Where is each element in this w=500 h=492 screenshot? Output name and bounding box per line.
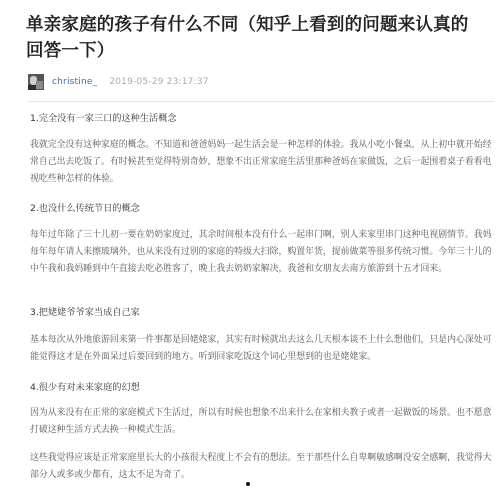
section-paragraph: 每年过年除了三十儿初一要在奶奶家度过，其余时间根本没有什么一起串门啊，别人来家里串门这种电视剧情节。我妈每年每年请人来擦玻璃外，也从来没有过别的家庭的特级大扫除，购置年货，提前做菜等很多传统习惯。今年三十儿的中午我和我妈睡到中午直接去吃必胜客了，晚上我去奶奶家解决，我爸和女朋友去南方旅游到十五才回来。	[30, 230, 492, 274]
article-meta	[28, 73, 209, 91]
section-paragraph: 因为从来没有在正常的家庭模式下生活过，所以有时候也想象不出来什么在家相夫教子或者一起做饭的场景。也不愿意打破这种生活方式去换一种模式生活。	[30, 408, 492, 435]
divider	[28, 101, 494, 102]
section-heading: 4.很少有对未来家庭的幻想	[30, 382, 140, 393]
scroll-indicator-dot	[246, 482, 250, 486]
author-link[interactable]: christine_	[52, 77, 98, 87]
publish-date: 2019-05-29 23:17:37	[109, 77, 209, 87]
closing-paragraph: 这些我觉得应该是正常家庭里长大的小孩很大程度上不会有的想法。至于那些什么自卑啊敏感啊没安全感啊，我觉得大部分人或多或少都有，这太不足为奇了。	[30, 453, 492, 480]
article-title: 单亲家庭的孩子有什么不同（知乎上看到的问题来认真的回答一下）	[26, 15, 469, 61]
section-paragraph: 我就完全没有这种家庭的概念。不知道和爸爸妈妈一起生活会是一种怎样的体验。我从小吃小餐桌，从上初中就开始经常自己出去吃饭了。有时候甚至觉得特别奇妙，想象不出正常家庭生活里那种爸妈在家做饭，之后一起围着桌子看看电视吃些种怎样的体验。	[30, 140, 492, 184]
section-heading: 3.把姥姥爷爷家当成自己家	[30, 307, 140, 318]
section-paragraph: 基本每次从外地旅游回来第一件事都是回姥姥家，其实有时候就出去这么几天根本谈不上什么想他们，只是内心深处可能觉得这才是在外面呆过后要回到的地方。听到回家吃饭这个词心里想到的也是姥姥家。	[30, 335, 492, 362]
avatar[interactable]	[28, 74, 44, 90]
section-heading: 1.完全没有一家三口的这种生活概念	[30, 113, 177, 124]
section-heading: 2.也没什么传统节日的概念	[30, 203, 140, 214]
